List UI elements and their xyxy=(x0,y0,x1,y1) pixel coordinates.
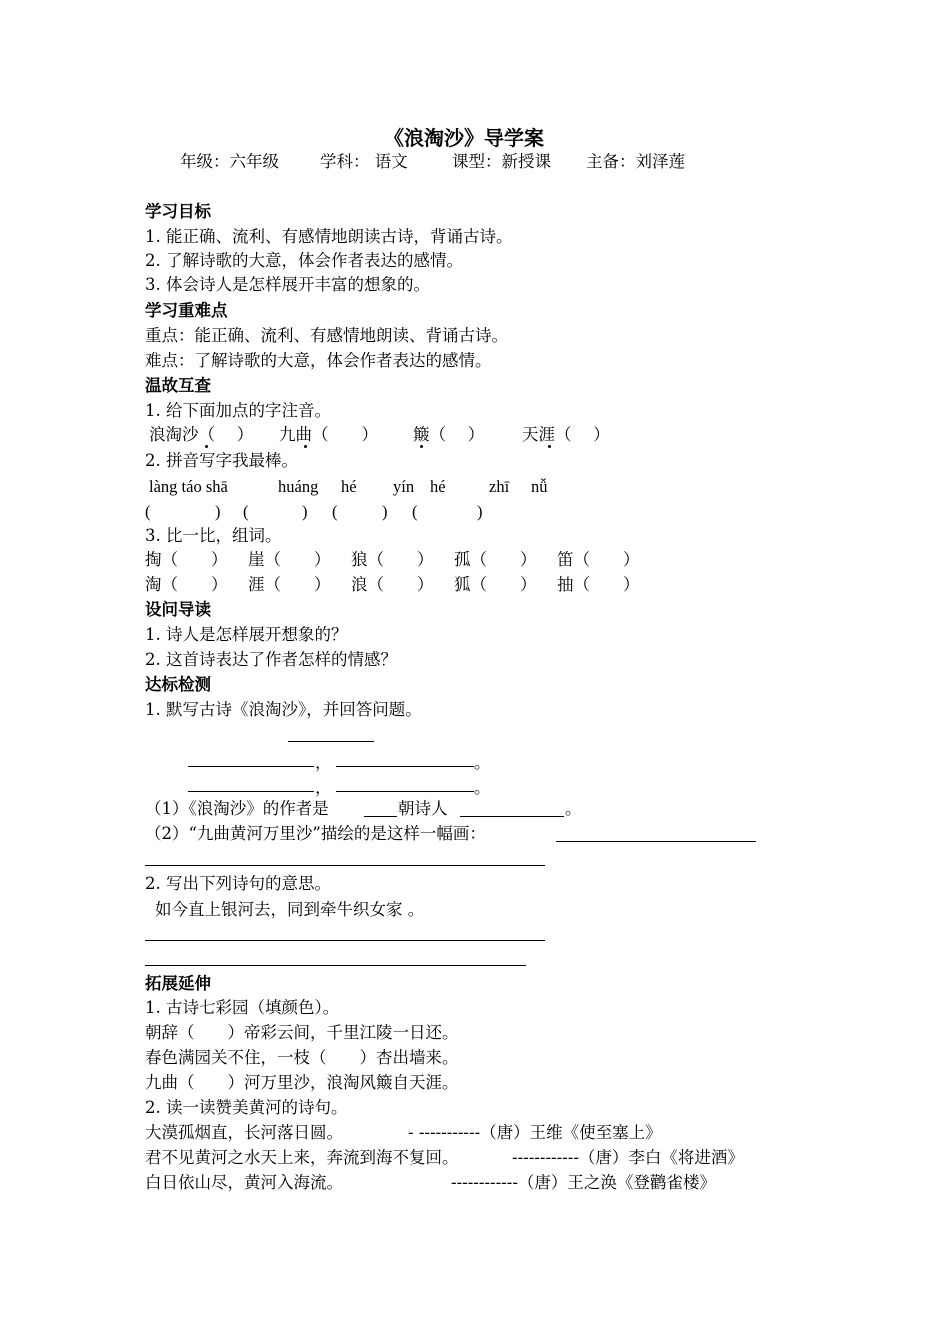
poem-line-blank[interactable] xyxy=(188,766,314,767)
pinyin-word: 簸（ ） xyxy=(413,425,485,444)
compare-word: 抽（ ） xyxy=(557,575,640,594)
poem-line-blank[interactable] xyxy=(188,791,314,792)
goal-item: 3. 体会诗人是怎样展开丰富的想象的。 xyxy=(145,275,430,294)
compare-word: 淘（ ） xyxy=(145,575,228,594)
answer-bracket: ) xyxy=(302,502,308,521)
poem-title-blank[interactable] xyxy=(288,741,374,742)
poem-line: 白日依山尽，黄河入海流。 xyxy=(145,1173,343,1192)
meta-subject: 学科： 语文 xyxy=(320,152,408,171)
compare-word: 浪（ ） xyxy=(351,575,434,594)
poem-line: 大漠孤烟直，长河落日圆。 xyxy=(145,1123,343,1142)
emphasis-dot xyxy=(420,445,423,448)
question: 1. 默写古诗《浪淘沙》，并回答问题。 xyxy=(145,700,422,719)
emphasis-dot xyxy=(205,445,208,448)
question: 3. 比一比，组词。 xyxy=(145,526,282,545)
answer-bracket: ) xyxy=(477,502,483,521)
pinyin: zhī xyxy=(489,477,510,496)
fill-line: 朝辞（ ）帝彩云间，千里江陵一日还。 xyxy=(145,1023,459,1042)
dynasty-blank[interactable] xyxy=(364,816,397,817)
emphasis-dot xyxy=(304,445,307,448)
section-heading-review: 温故互查 xyxy=(145,376,211,395)
section-heading-assessment: 达标检测 xyxy=(145,675,211,694)
answer-bracket: ) xyxy=(215,502,221,521)
pinyin: hé xyxy=(430,477,446,496)
pinyin-word: 天涯（ ） xyxy=(522,425,610,444)
period: 。 xyxy=(474,753,491,772)
question: 1. 给下面加点的字注音。 xyxy=(145,401,331,420)
section-heading-goals: 学习目标 xyxy=(145,202,211,221)
pinyin: yín xyxy=(393,477,415,496)
sub-question: 朝诗人 xyxy=(398,799,448,818)
pinyin: làng táo shā xyxy=(149,477,228,496)
answer-blank[interactable] xyxy=(145,965,526,966)
sub-question: （2）“九曲黄河万里沙”描绘的是这样一幅画： xyxy=(145,824,486,843)
goal-item: 2. 了解诗歌的大意，体会作者表达的感情。 xyxy=(145,251,463,270)
section-heading-guided-reading: 设问导读 xyxy=(145,600,211,619)
pinyin: hé xyxy=(341,477,357,496)
compare-word: 狼（ ） xyxy=(351,550,434,569)
answer-blank[interactable] xyxy=(556,841,756,842)
meta-type: 课型：新授课 xyxy=(452,152,551,171)
question: 2. 拼音写字我最棒。 xyxy=(145,451,298,470)
poem-line: 君不见黄河之水天上来，奔流到海不复回。 xyxy=(145,1148,459,1167)
compare-word: 掏（ ） xyxy=(145,550,228,569)
pinyin-word: 九曲（ ） xyxy=(279,425,378,444)
pinyin-word: 浪淘沙（ ） xyxy=(149,425,254,444)
question: 2. 写出下列诗句的意思。 xyxy=(145,874,331,893)
compare-word: 涯（ ） xyxy=(248,575,331,594)
compare-word: 崖（ ） xyxy=(248,550,331,569)
question: 2. 读一读赞美黄河的诗句。 xyxy=(145,1098,348,1117)
answer-blank[interactable] xyxy=(145,865,545,866)
answer-bracket: ( xyxy=(412,502,418,521)
poem-source: ------------（唐）王之涣《登鹳雀楼》 xyxy=(451,1173,716,1192)
answer-bracket: ) xyxy=(382,502,388,521)
poem-line-blank[interactable] xyxy=(336,791,474,792)
section-heading-key-points: 学习重难点 xyxy=(145,301,228,320)
comma: ， xyxy=(315,753,332,772)
period: 。 xyxy=(474,778,491,797)
key-point: 重点：能正确、流利、有感情地朗读、背诵古诗。 xyxy=(145,326,508,345)
period: 。 xyxy=(565,799,582,818)
goal-item: 1. 能正确、流利、有感情地朗读古诗，背诵古诗。 xyxy=(145,227,513,246)
comma: ， xyxy=(315,778,332,797)
question: 2. 这首诗表达了作者怎样的情感？ xyxy=(145,650,397,669)
meta-grade: 年级：六年级 xyxy=(180,152,279,171)
answer-bracket: ( xyxy=(145,502,151,521)
difficult-point: 难点：了解诗歌的大意，体会作者表达的感情。 xyxy=(145,351,492,370)
pinyin: nǚ xyxy=(531,477,548,496)
poem-line-blank[interactable] xyxy=(336,766,474,767)
meta-author: 主备：刘泽莲 xyxy=(586,152,685,171)
compare-word: 孤（ ） xyxy=(454,550,537,569)
poem-source: ------------（唐）李白《将进酒》 xyxy=(512,1148,744,1167)
question: 1. 诗人是怎样展开想象的？ xyxy=(145,625,348,644)
section-heading-extension: 拓展延伸 xyxy=(145,974,211,993)
answer-bracket: ( xyxy=(332,502,338,521)
poet-blank[interactable] xyxy=(460,816,564,817)
question: 1. 古诗七彩园（填颜色）。 xyxy=(145,998,340,1017)
answer-blank[interactable] xyxy=(145,940,545,941)
poem-source: - -----------（唐）王维《使至塞上》 xyxy=(408,1123,662,1142)
emphasis-dot xyxy=(548,445,551,448)
poem-line: 如今直上银河去，同到牵牛织女家 。 xyxy=(155,900,425,919)
compare-word: 笛（ ） xyxy=(557,550,640,569)
compare-word: 狐（ ） xyxy=(454,575,537,594)
page-title: 《浪淘沙》导学案 xyxy=(384,126,544,150)
answer-bracket: ( xyxy=(243,502,249,521)
pinyin: huáng xyxy=(278,477,319,496)
sub-question: （1）《浪淘沙》的作者是 xyxy=(145,799,329,818)
fill-line: 九曲（ ）河万里沙，浪淘风簸自天涯。 xyxy=(145,1073,459,1092)
fill-line: 春色满园关不住，一枝（ ）杏出墙来。 xyxy=(145,1048,459,1067)
